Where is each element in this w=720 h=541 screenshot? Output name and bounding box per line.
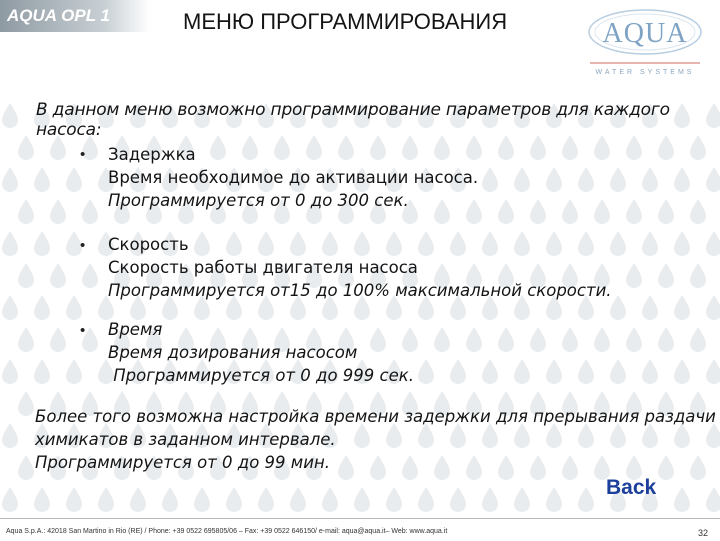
item-title: Скорость [108,235,189,254]
list-item-time [108,318,414,387]
item-range: Программируется от 0 до 999 сек. [108,366,414,385]
bullet-icon: • [80,146,86,163]
item-title: Задержка [108,145,196,164]
footer-contact: Aqua S.p.A.: 42018 San Martino in Rio (RE) / Phone: +39 0522 695805/06 – Fax: +39 0522 646150/ e-mail: aqua@aqua.it– Web: www.aqua.it [6,528,448,535]
footer [0,518,720,541]
logo-brand: AQUA [602,18,688,49]
item-description: Время необходимое до активации насоса. [108,168,479,187]
back-button[interactable]: Back [606,476,657,499]
note-line: Программируется от 0 до 99 мин. [35,453,330,472]
item-range: Программируется от 0 до 300 сек. [108,191,409,210]
list-item-delay [108,143,478,212]
note-line: химикатов в заданном интервале. [35,430,336,449]
additional-note [35,405,716,474]
item-range: Программируется от15 до 100% максимальной скорости. [108,281,612,300]
product-tag-label: AQUA OPL 1 [7,6,110,25]
intro-text: В данном меню возможно программирование параметров для каждого насоса: [36,100,670,140]
page-title: МЕНЮ ПРОГРАММИРОВАНИЯ [183,9,508,34]
bullet-icon: • [80,322,86,339]
note-line: Более того возможна настройка времени задержки для прерывания раздачи [35,407,716,426]
item-title: Время [108,320,163,339]
page-number: 32 [697,528,708,538]
bullet-icon: • [80,237,86,254]
item-description: Скорость работы двигателя насоса [108,258,418,277]
logo-tagline: WATER SYSTEMS [595,69,695,76]
list-item-speed [108,233,612,302]
item-description: Время дозирования насосом [108,343,358,362]
